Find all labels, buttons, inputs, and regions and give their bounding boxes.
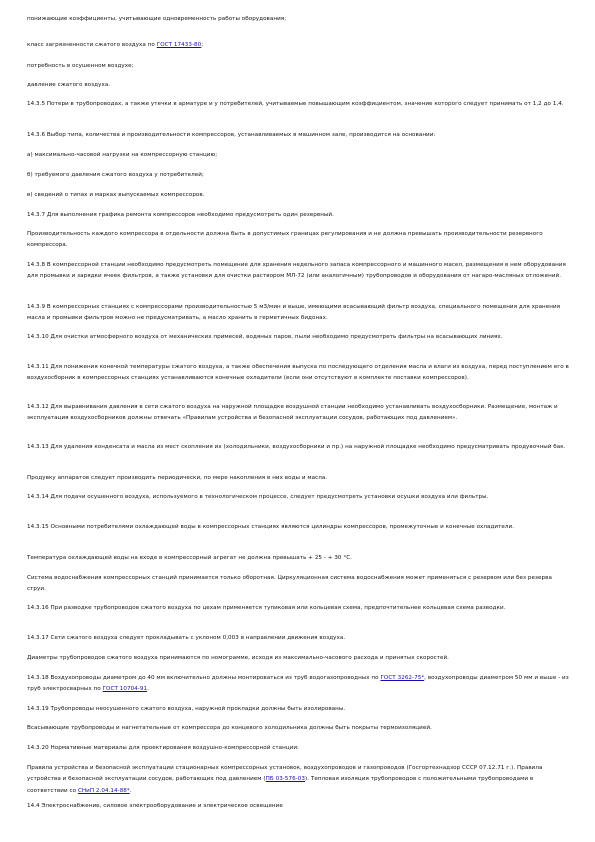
paragraph-text: класс загрязненности сжатого воздуха по <box>27 42 157 48</box>
paragraph-14-3-18 <box>27 673 569 696</box>
paragraph-14-3-6: 14.3.6 Выбор типа, количества и производительности компрессоров, устанавливаемых в машинном зале, производится на основании: <box>27 132 436 138</box>
paragraph-text: ; <box>201 42 204 48</box>
paragraph-item-b: б) требуемого давления сжатого воздуха у потребителей; <box>27 172 204 178</box>
gost-10704-link[interactable]: ГОСТ 10704-91 <box>102 686 148 693</box>
paragraph-14-3-11: 14.3.11 Для понижения конечной температуры сжатого воздуха, а также обеспечения выпуска по последующего отделения масла и влаги из воздуха, перед поступлением его в воздухосборник в компрессорных станциях устанавливаются конечные охладители (если они отсутствуют в комплекте поставки компрессоров). <box>27 364 569 382</box>
paragraph-14-3-10: 14.3.10 Для очистки атмосферного воздуха от механических примесей, водяных паров, пыли необходимо предусмотреть фильтры на всасывающих линиях. <box>27 334 503 340</box>
paragraph-suction-pipes: Всасывающие трубопроводы и нагнетательные от компрессора до концевого холодильника должны быть покрыты термоизоляцией. <box>27 725 432 731</box>
paragraph-14-3-12: 14.3.12 Для выравнивания давления в сети сжатого воздуха на наружной площадке воздушной станции необходимо устанавливать воздухосборники. Размещение, монтаж и эксплуатация воздухосборников должны отвечать «Правилам устройства и безопасной эксплуатации сосудов, работающих под давлением». <box>27 404 558 422</box>
paragraph-water-temperature: Температура охлаждающей воды на входе в компрессорный агрегат не должна превышать + 25 - + 30 °С. <box>27 555 352 561</box>
paragraph-14-3-5: 14.3.5 Потери в трубопроводах, а также утечки в арматуре и у потребителей, учитываемые повышающим коэффициентом, значение которого следует принимать от 1,2 до 1,4. <box>27 101 564 107</box>
paragraph-text: , воздухопроводы диаметром 50 мм и выше - из труб электросварных по <box>27 675 569 693</box>
paragraph-coefficients: понижающие коэффициенты, учитывающие одновременность работы оборудования; <box>27 16 287 22</box>
paragraph-14-3-15: 14.3.15 Основными потребителями охлаждающей воды в компрессорных станциях являются цилиндры компрессоров, промежуточные и конечные охладители. <box>27 524 515 530</box>
pb-03-576-link[interactable]: ПБ 03-576-03 <box>265 776 305 783</box>
paragraph-14-3-20: 14.3.20 Нормативные материалы для проектирования воздушно-компрессорной станции: <box>27 745 299 751</box>
gost-17433-link[interactable]: ГОСТ 17433-80 <box>156 42 202 48</box>
paragraph-14-3-7: 14.3.7 Для выполнения графика ремонта компрессоров необходимо предусмотреть один резервный. <box>27 212 334 218</box>
paragraph-item-c: в) сведений о типах и марках выпускаемых компрессоров. <box>27 192 205 198</box>
paragraph-item-a: а) максимально-часовой нагрузки на компрессорную станцию; <box>27 152 218 158</box>
paragraph-text: . <box>129 787 132 794</box>
paragraph-blowdown: Продувку аппаратов следует производить периодически, по мере накопления в них воды и масла. <box>27 475 328 481</box>
paragraph-14-3-14: 14.3.14 Для подачи осушенного воздуха, используемого в технологическом процессе, следует предусмотреть установки осушки воздуха или фильтры. <box>27 494 489 500</box>
paragraph-regulations <box>27 763 569 797</box>
paragraph-air-pressure: давление сжатого воздуха. <box>27 82 111 88</box>
paragraph-14-3-8: 14.3.8 В компрессорной станции необходимо предусмотреть помещение для хранения недельного запаса компрессорного и машинного масел, размещения в нем оборудования для промывки и зарядки ячеек фильтров, а также установки для очистки раствором МЛ-72 (или аналогичным) трубопроводов и оборудования от нагаро-масляных отложений. <box>27 262 566 280</box>
paragraph-14-3-13: 14.3.13 Для удаления конденсата и масла из мест скопления их (холодильники, воздухосборники и пр.) на наружной площадке необходимо предусматривать продувочный бак. <box>27 444 566 450</box>
paragraph-dried-air: потребность в осушенном воздухе; <box>27 63 134 69</box>
paragraph-text: . <box>147 686 149 693</box>
paragraph-14-3-9: 14.3.9 В компрессорных станциях с компрессорами производительностью 5 м3/мин и выше, имеющими всасывающий фильтр воздуха, специального помещения для хранения масла и промывки фильтров можно не предусматривать, а масло хранить в герметичных бидонах. <box>27 304 561 322</box>
paragraph-text: 14.3.18 Воздухопроводы диаметром до 40 мм включительно должны монтироваться из труб водогазопроводных по <box>27 675 381 681</box>
paragraph-pipe-diameters: Диаметры трубопроводов сжатого воздуха принимаются по номограмме, исходя из максимально-часового расхода и принятых скоростей. <box>27 655 449 661</box>
paragraph-text: Правила устройства и безопасной эксплуатации стационарных компрессорных установок, воздухопроводов и газопроводов (Госгортехнадзор СССР 07.12.71 г.). Правила устройства и безопасной эксплуатации сосудов, работающих под давлением ( <box>27 765 543 783</box>
paragraph-14-3-17: 14.3.17 Сети сжатого воздуха следует прокладывать с уклоном 0,003 в направлении движения воздуха. <box>27 635 346 641</box>
paragraph-pollution-class <box>27 40 569 51</box>
gost-3262-link[interactable]: ГОСТ 3262-75* <box>380 675 425 681</box>
paragraph-14-3-16: 14.3.16 При разводке трубопроводов сжатого воздуха по цехам применяется тупиковая или кольцевая схема, предпочтительнее кольцевая схема разводки. <box>27 605 506 611</box>
paragraph-compressor-capacity: Производительность каждого компрессора в отдельности должна быть в допустимых границах регулирования и не должна превышать производительности резервного компрессора. <box>27 231 543 249</box>
paragraph-water-supply: Система водоснабжения компрессорных станций принимается только оборотная. Циркуляционная система водоснабжения может применяться с резервом или без резерва струи. <box>27 575 552 593</box>
paragraph-14-3-19: 14.3.19 Трубопроводы неосушенного сжатого воздуха, наружной прокладки должны быть изолированы. <box>27 706 346 712</box>
paragraph-text: ). Тепловая изоляция трубопроводов с положительными трубопроводами в соответствии со <box>27 776 534 794</box>
section-heading-14-4: 14.4 Электроснабжение, силовое электрооборудование и электрическое освещение <box>27 803 283 809</box>
snip-2-04-14-link[interactable]: СНиП 2.04.14-88* <box>77 787 130 794</box>
